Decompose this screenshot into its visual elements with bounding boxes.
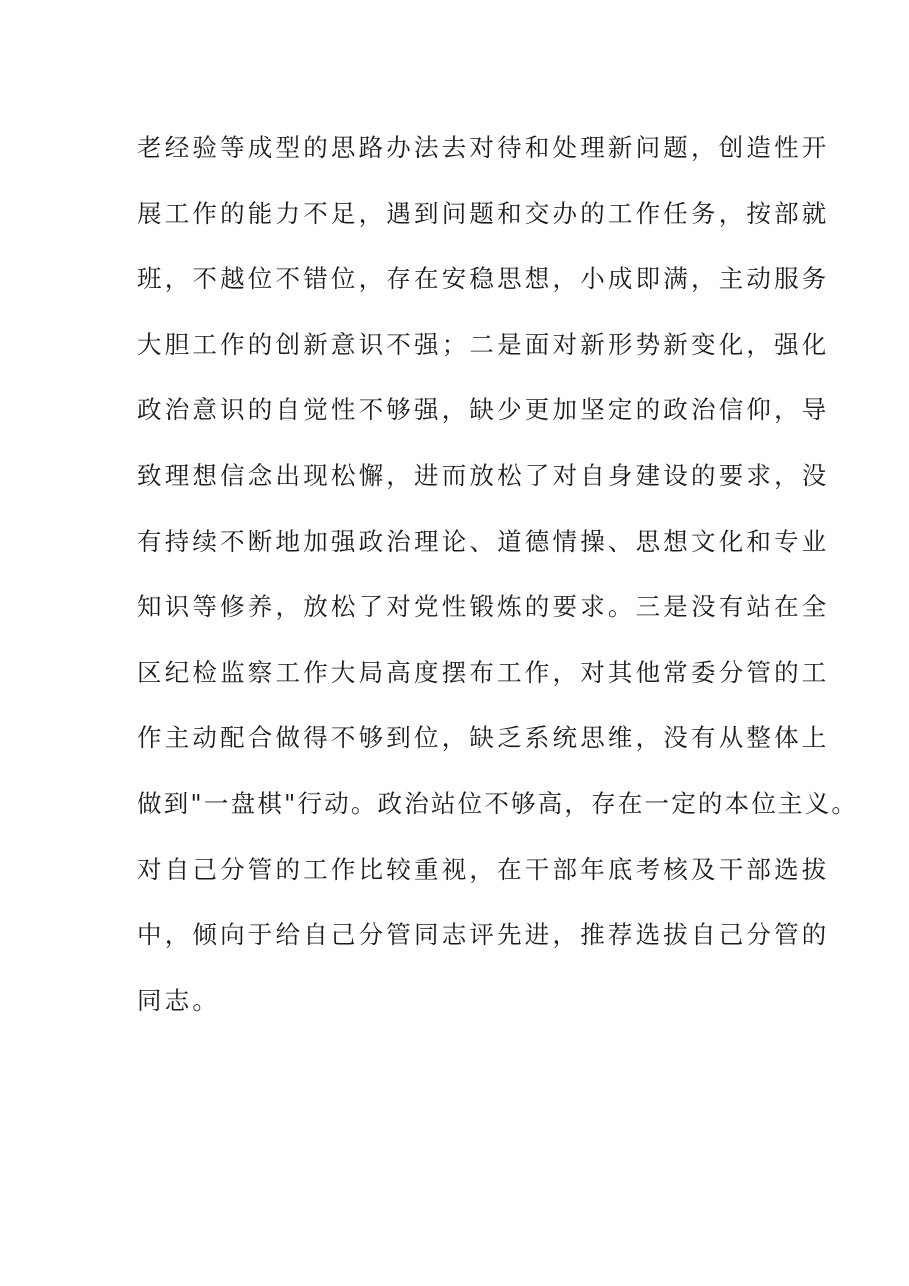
text-line-10: 作主动配合做得不够到位，缺乏系统思维，没有从整体上 <box>137 723 830 753</box>
text-line-5: 政治意识的自觉性不够强，缺少更加坚定的政治信仰，导 <box>137 395 830 425</box>
text-line-4: 大胆工作的创新意识不强；二是面对新形势新变化，强化 <box>137 329 830 359</box>
text-line-9: 区纪检监察工作大局高度摆布工作，对其他常委分管的工 <box>137 657 830 687</box>
text-line-14: 同志。 <box>137 985 221 1015</box>
body-paragraph <box>137 115 859 1033</box>
text-line-6: 致理想信念出现松懈，进而放松了对自身建设的要求，没 <box>137 460 830 490</box>
text-line-3: 班，不越位不错位，存在安稳思想，小成即满，主动服务 <box>137 264 830 294</box>
text-line-12: 对自己分管的工作比较重视，在干部年底考核及干部选拔 <box>137 854 830 884</box>
text-line-7: 有持续不断地加强政治理论、道德情操、思想文化和专业 <box>137 526 830 556</box>
text-line-2: 展工作的能力不足，遇到问题和交办的工作任务，按部就 <box>137 198 830 228</box>
text-line-8: 知识等修养，放松了对党性锻炼的要求。三是没有站在全 <box>137 592 830 622</box>
text-line-11: 做到"一盘棋"行动。政治站位不够高，存在一定的本位主义。 <box>137 788 859 818</box>
text-line-13: 中，倾向于给自己分管同志评先进，推荐选拔自己分管的 <box>137 920 830 950</box>
text-line-1: 老经验等成型的思路办法去对待和处理新问题，创造性开 <box>137 133 830 162</box>
